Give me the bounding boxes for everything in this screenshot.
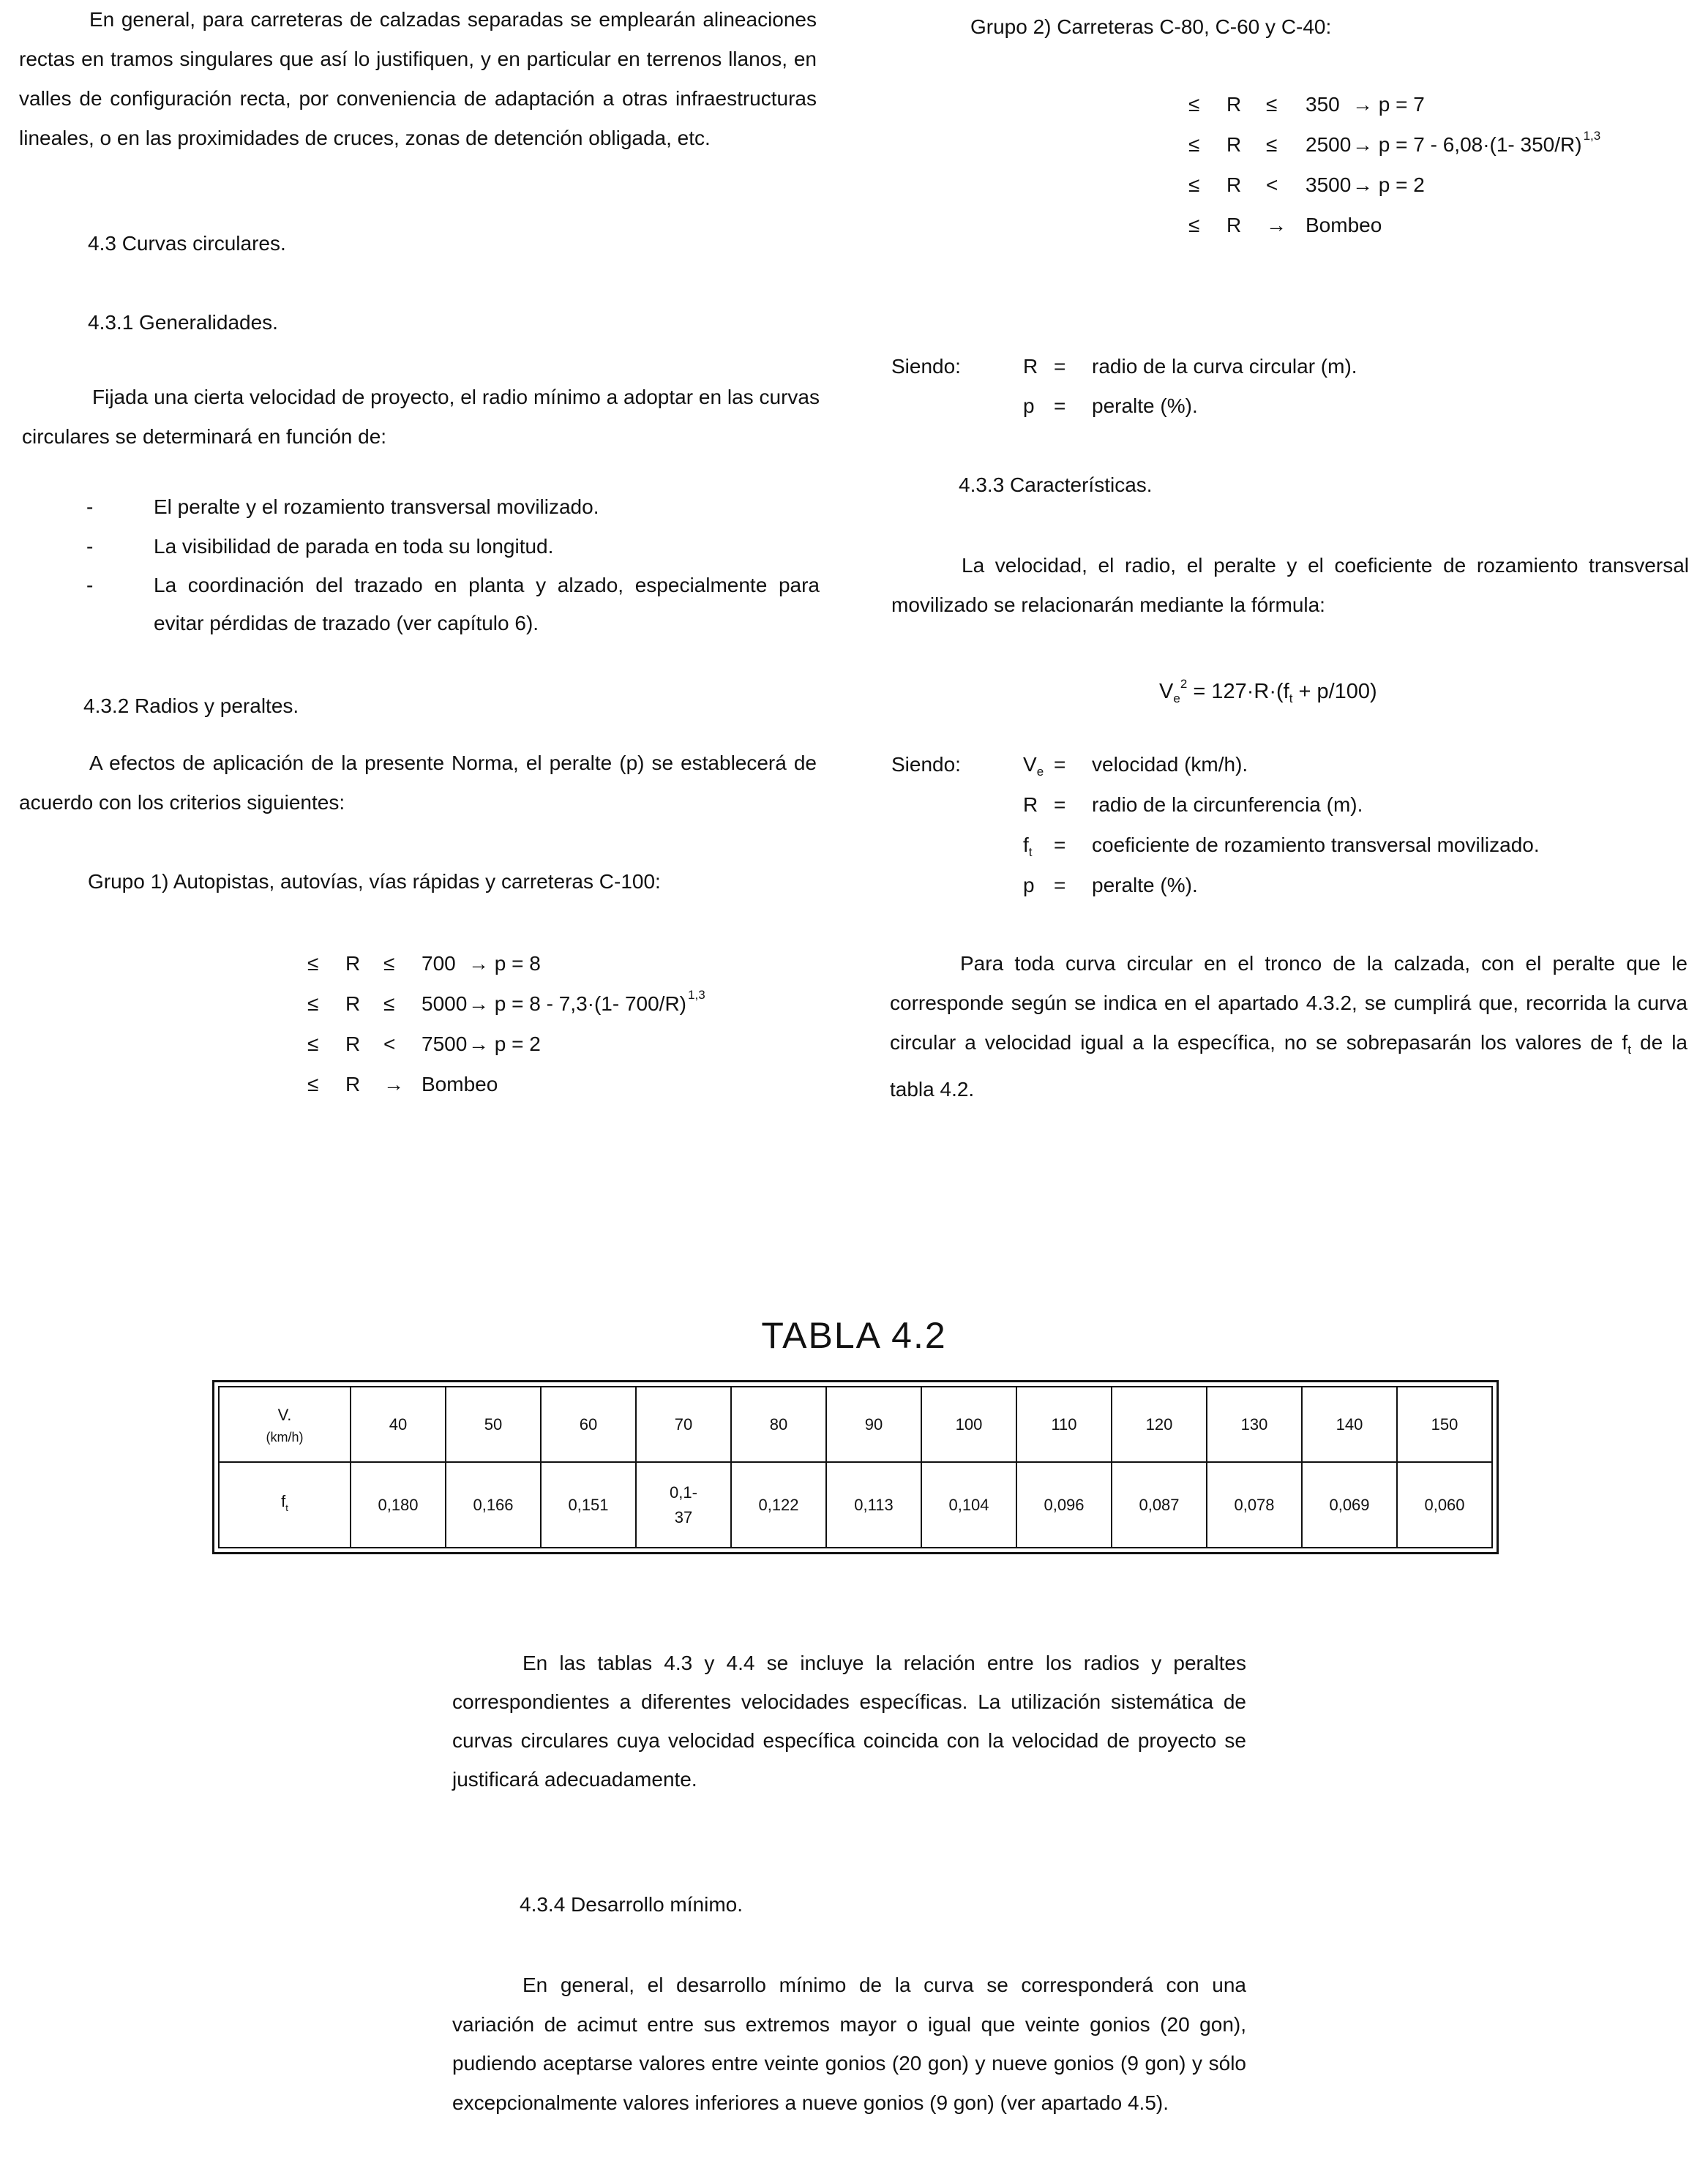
definition-symbol — [1023, 386, 1035, 426]
definition-symbol-text: p — [1023, 394, 1035, 417]
definition-text: peralte (%). — [1092, 874, 1198, 896]
table-row — [219, 1462, 1492, 1548]
siendo-label-2: Siendo: — [891, 753, 961, 776]
table-frame — [212, 1380, 1499, 1554]
formula-exponent: 1,3 — [1583, 129, 1601, 143]
formula-op1: ≤ — [307, 1033, 319, 1055]
paragraph-4-3-4: En general, el desarrollo mínimo de la curva se corresponderá con una variación de acimut entre sus extremos mayor o igual que veinte gonios (20 gon), pudiendo aceptarse valores entre veinte gonios (20 gon) y nueve gonios (9 gon) y sólo excepcionalmente valores inferiores a nueve gonios (9 gon) (ver apartado 4.5). — [452, 1974, 1246, 2114]
paragraph-final-sub: t — [1628, 1043, 1631, 1057]
ft-cell: 0,1- 37 — [636, 1462, 731, 1548]
criteria-list — [22, 487, 820, 642]
formula-b: 700 — [422, 952, 456, 975]
definition-equals: = — [1054, 355, 1066, 378]
definition-symbol-sub: e — [1036, 765, 1044, 779]
formula-op1: ≤ — [1188, 133, 1200, 156]
heading-4-3-2: 4.3.2 Radios y peraltes. — [83, 694, 299, 717]
definition-symbol-sub: t — [1028, 845, 1033, 859]
siendo-label-1: Siendo: — [891, 355, 961, 378]
formula-b: 5000 — [422, 992, 468, 1015]
definition-equals: = — [1054, 394, 1066, 417]
formula-mid-sub: t — [1289, 692, 1293, 705]
formula-r: R — [1226, 93, 1242, 116]
speed-symbol: V. — [277, 1405, 292, 1424]
speed-cell: 50 — [446, 1387, 541, 1462]
definition-symbol-text: f — [1023, 833, 1029, 856]
ft-cell: 0,113 — [826, 1462, 921, 1548]
formula-op1: ≤ — [1188, 93, 1200, 116]
paragraph-4-3-3: La velocidad, el radio, el peralte y el coeficiente de rozamiento transversal movilizado se relacionarán mediante la fórmula: — [891, 554, 1689, 616]
formula-exponent: 1,3 — [688, 988, 705, 1002]
table-row — [219, 1387, 1492, 1462]
formula-op2: ≤ — [383, 992, 395, 1015]
ft-symbol: f — [281, 1492, 286, 1511]
formula-res: → p = 8 — [468, 952, 541, 975]
list-item-text: La visibilidad de parada en toda su longitud. — [154, 535, 554, 558]
speed-cell: 80 — [731, 1387, 826, 1462]
formula-op2: ≤ — [383, 952, 395, 975]
row-header-ft — [219, 1462, 351, 1548]
formula — [1159, 664, 1377, 719]
formula-op1: ≤ — [307, 1073, 319, 1095]
ft-cell: 0,104 — [921, 1462, 1016, 1548]
paragraph-tables-4-3-4-4: En las tablas 4.3 y 4.4 se incluye la relación entre los radios y peraltes correspondientes a diferentes velocidades específicas. La utilización sistemática de curvas circulares cuya velocidad específica coincida con la velocidad de proyecto se justificará adecuadamente. — [452, 1652, 1246, 1791]
ft-symbol-sub: t — [285, 1502, 288, 1514]
formula-op2: < — [383, 1033, 396, 1055]
ft-cell: 0,180 — [351, 1462, 446, 1548]
definition-symbol — [1023, 785, 1038, 825]
definition-symbol — [1023, 866, 1035, 905]
definition-symbol-text: R — [1023, 355, 1038, 378]
paragraph-final-text: Para toda curva circular en el tronco de la calzada, con el peralte que le corresponde según se indica en el apartado 4.3.2, se cumplirá que, recorrida la curva circular a velocidad igual a la específica, no se sobrepasarán los valores de f — [890, 952, 1688, 1054]
list-item — [22, 527, 820, 566]
formula-lhs-sup: 2 — [1180, 677, 1188, 691]
formula-op1: ≤ — [1188, 173, 1200, 196]
ft-cell: 0,087 — [1112, 1462, 1207, 1548]
list-item — [22, 566, 820, 642]
ft-cell: 0,151 — [541, 1462, 636, 1548]
formula-b: 2500 — [1306, 133, 1352, 156]
formula-r: R — [345, 952, 361, 975]
table-title: TABLA 4.2 — [761, 1315, 947, 1356]
formula-res: → p = 2 — [1352, 173, 1425, 196]
definition-text: radio de la curva circular (m). — [1092, 355, 1357, 378]
formula-b: Bombeo — [1306, 214, 1382, 236]
definition-equals: = — [1054, 753, 1066, 776]
formula-res: → p = 7 - 6,08·(1- 350/R) — [1352, 133, 1582, 156]
definition-symbol-text: V — [1023, 753, 1037, 776]
formula-res: → p = 8 - 7,3·(1- 700/R) — [468, 992, 687, 1015]
formula-mid: = 127·R·(f — [1187, 680, 1289, 703]
paragraph-4-3-1: Fijada una cierta velocidad de proyecto, el radio mínimo a adoptar en las curvas circulares se determinará en función de: — [22, 386, 820, 448]
definition-symbol — [1023, 347, 1038, 386]
formula-b: 3500 — [1306, 173, 1352, 196]
speed-cell: 60 — [541, 1387, 636, 1462]
formula-op2: ≤ — [1266, 93, 1278, 116]
speed-unit: (km/h) — [266, 1429, 304, 1445]
heading-4-3-1: 4.3.1 Generalidades. — [88, 311, 278, 334]
ft-cell: 0,122 — [731, 1462, 826, 1548]
definition-equals: = — [1054, 793, 1066, 816]
ft-cell: 0,078 — [1207, 1462, 1302, 1548]
formula-r: R — [1226, 173, 1242, 196]
list-item-text: El peralte y el rozamiento transversal movilizado. — [154, 495, 599, 518]
definition-text: peralte (%). — [1092, 394, 1198, 417]
formula-b: 350 — [1306, 93, 1340, 116]
speed-cell: 130 — [1207, 1387, 1302, 1462]
definition-text: velocidad (km/h). — [1092, 753, 1248, 776]
intro-paragraph: En general, para carreteras de calzadas separadas se emplearán alineaciones rectas en tramos singulares que así lo justifiquen, y en particular en terrenos llanos, en valles de configuración recta, por conveniencia de adaptación a otras infraestructuras lineales, o en las proximidades de cruces, zonas de detención obligada, etc. — [19, 8, 817, 149]
paragraph-final-end: de la tabla 4.2. — [890, 1031, 1688, 1101]
speed-cell: 40 — [351, 1387, 446, 1462]
formula-op2: → — [1266, 214, 1286, 236]
formula-r: R — [345, 1073, 361, 1095]
definition-symbol-text: p — [1023, 874, 1035, 896]
list-item-text: La coordinación del trazado en planta y alzado, especialmente para evitar pérdidas de trazado (ver capítulo 6). — [154, 574, 820, 634]
paragraph-4-3-2: A efectos de aplicación de la presente Norma, el peralte (p) se establecerá de acuerdo con los criterios siguientes: — [19, 752, 817, 814]
speed-cell: 120 — [1112, 1387, 1207, 1462]
speed-cell: 70 — [636, 1387, 731, 1462]
speed-cell: 150 — [1397, 1387, 1492, 1462]
formula-op2: ≤ — [1266, 133, 1278, 156]
speed-cell: 140 — [1302, 1387, 1397, 1462]
formula-lhs: V — [1159, 680, 1174, 703]
table-4-2 — [218, 1386, 1493, 1548]
definition-text: radio de la circunferencia (m). — [1092, 793, 1363, 816]
formula-r: R — [1226, 214, 1242, 236]
formula-rest: + p/100) — [1292, 680, 1377, 703]
formula-op1: ≤ — [307, 952, 319, 975]
list-item — [22, 487, 820, 527]
formula-r: R — [1226, 133, 1242, 156]
bullet-dash: - — [86, 535, 94, 558]
formula-op2: < — [1266, 173, 1278, 196]
grupo-2-label: Grupo 2) Carreteras C-80, C-60 y C-40: — [970, 15, 1332, 38]
ft-cell: 0,096 — [1016, 1462, 1112, 1548]
formula-op1: ≤ — [307, 992, 319, 1015]
formula-res: → p = 2 — [468, 1033, 541, 1055]
ft-cell: 0,166 — [446, 1462, 541, 1548]
definition-equals: = — [1054, 833, 1066, 856]
speed-cell: 100 — [921, 1387, 1016, 1462]
heading-4-3-4: 4.3.4 Desarrollo mínimo. — [520, 1893, 743, 1916]
formula-r: R — [345, 1033, 361, 1055]
heading-4-3-3: 4.3.3 Características. — [959, 473, 1153, 496]
formula-b: Bombeo — [422, 1073, 498, 1095]
paragraph-final — [890, 944, 1688, 1109]
formula-r: R — [345, 992, 361, 1015]
ft-cell: 0,060 — [1397, 1462, 1492, 1548]
definition-text: coeficiente de rozamiento transversal movilizado. — [1092, 833, 1540, 856]
formula-op2: → — [383, 1073, 404, 1095]
speed-cell: 90 — [826, 1387, 921, 1462]
definition-equals: = — [1054, 874, 1066, 896]
formula-lhs-sub: e — [1173, 692, 1180, 705]
bullet-dash: - — [86, 495, 94, 518]
formula-b: 7500 — [422, 1033, 468, 1055]
formula-res: → p = 7 — [1352, 93, 1425, 116]
speed-cell: 110 — [1016, 1387, 1112, 1462]
formula-op1: ≤ — [1188, 214, 1200, 236]
ft-cell: 0,069 — [1302, 1462, 1397, 1548]
row-header-speed — [219, 1387, 351, 1462]
bullet-dash: - — [86, 574, 94, 596]
definition-symbol-text: R — [1023, 793, 1038, 816]
heading-4-3: 4.3 Curvas circulares. — [88, 232, 286, 255]
grupo-1-label: Grupo 1) Autopistas, autovías, vías rápidas y carreteras C-100: — [88, 870, 661, 893]
